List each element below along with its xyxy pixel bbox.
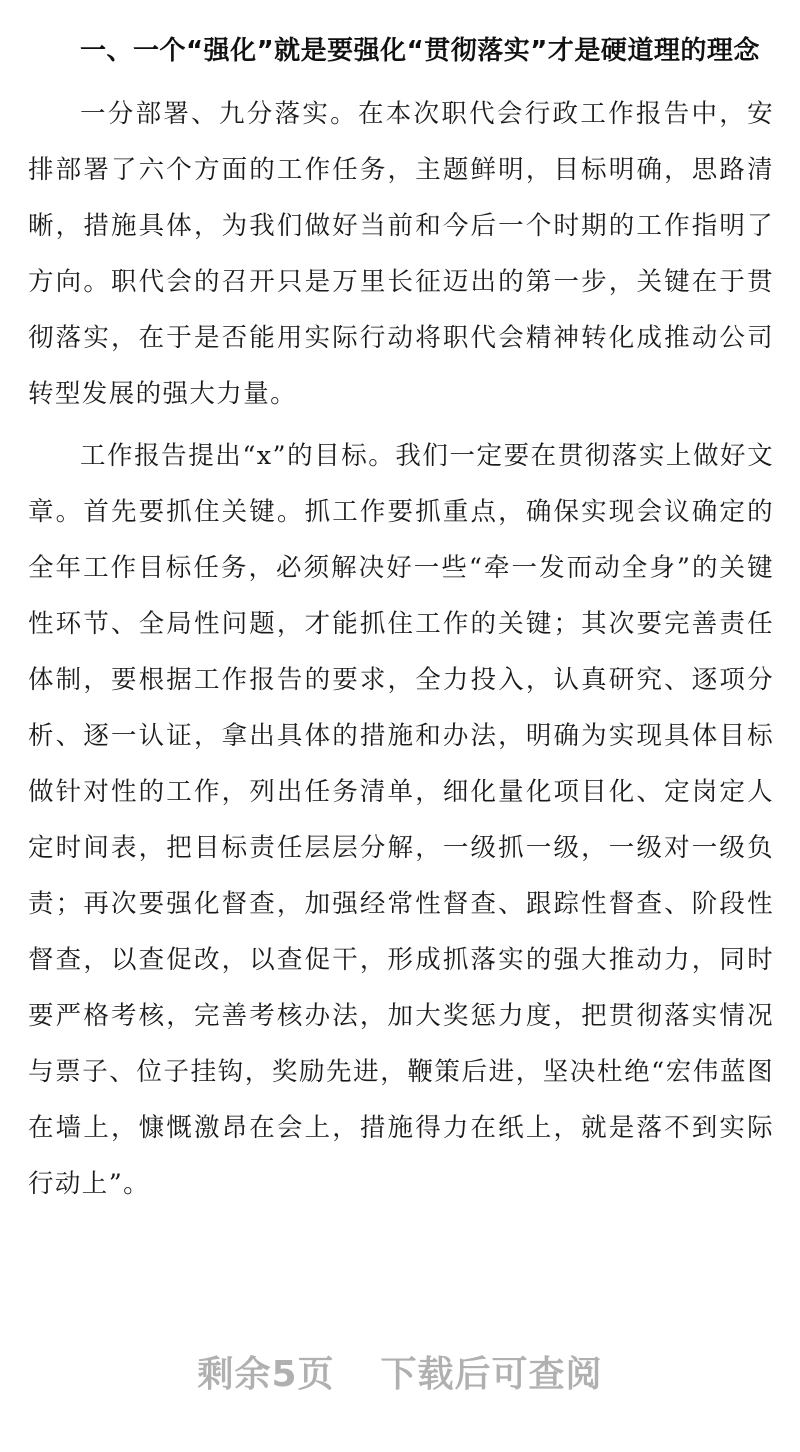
download-to-read-label: 下载后可查阅 [380, 1354, 603, 1395]
download-prompt[interactable] [0, 1346, 800, 1397]
paragraph-2: 工作报告提出“x”的目标。我们一定要在贯彻落实上做好文章。首先要抓住关键。抓工作要抓重点，确保实现会议确定的全年工作目标任务，必须解决好一些“牵一发而动全身”的关键性环节、全局性问题，才能抓住工作的关键；其次要完善责任体制，要根据工作报告的要求，全力投入，认真研究、逐项分析、逐一认证，拿出具体的措施和办法，明确为实现具体目标做针对性的工作，列出任务清单，细化量化项目化、定岗定人定时间表，把目标责任层层分解，一级抓一级，一级对一级负责；再次要强化督查，加强经常性督查、跟踪性督查、阶段性督查，以查促改，以查促干，形成抓落实的强大推动力，同时要严格考核，完善考核办法，加大奖惩力度，把贯彻落实情况与票子、位子挂钩，奖励先进，鞭策后进，坚决杜绝“宏伟蓝图在墙上，慷慨激昂在会上，措施得力在纸上，就是落不到实际行动上”。 [28, 441, 774, 1199]
paragraph-1: 一分部署、九分落实。在本次职代会行政工作报告中，安排部署了六个方面的工作任务，主题鲜明，目标明确，思路清晰，措施具体，为我们做好当前和今后一个时期的工作指明了方向。职代会的召开只是万里长征迈出的第一步，关键在于贯彻落实，在于是否能用实际行动将职代会精神转化成推动公司转型发展的强大力量。 [28, 99, 774, 409]
document-body [28, 22, 774, 1212]
remaining-pages-label: 剩余5页 [197, 1354, 335, 1395]
section-heading: 一、一个“强化”就是要强化“贯彻落实”才是硬道理的理念 [80, 36, 760, 66]
